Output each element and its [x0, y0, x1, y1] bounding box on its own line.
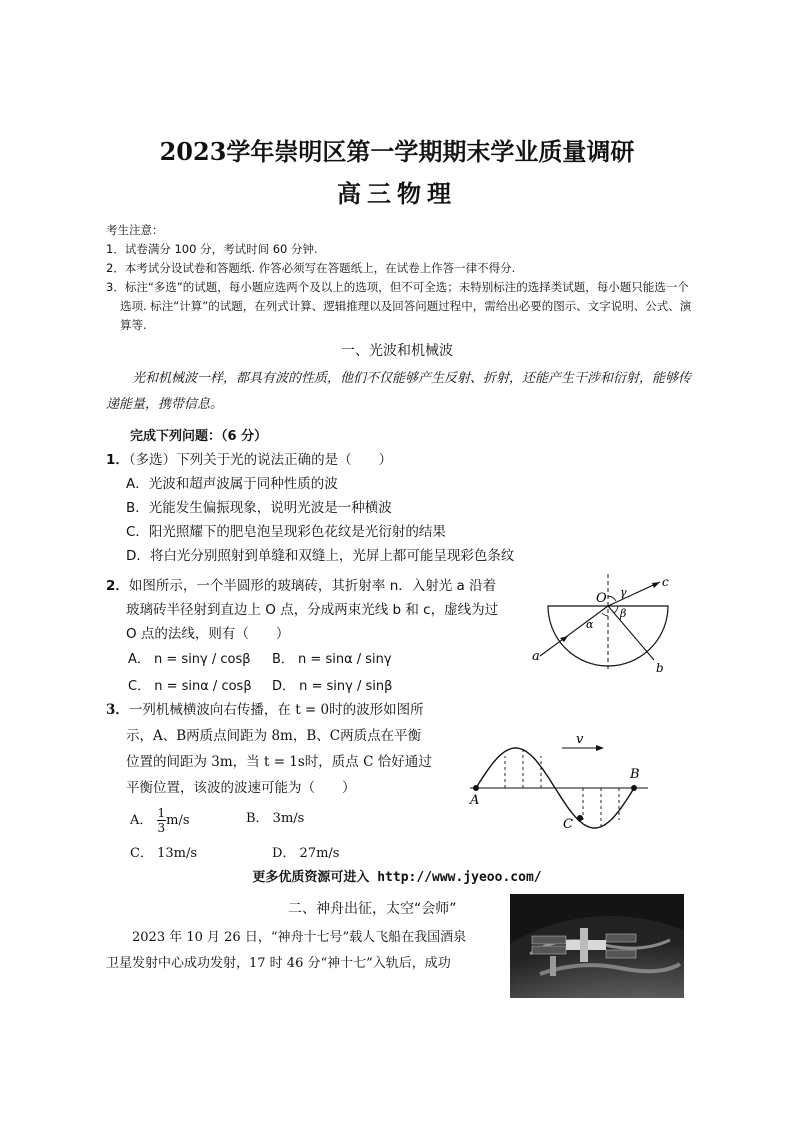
exam-notes: [106, 221, 698, 335]
label-gamma: γ: [620, 586, 627, 599]
label-o: O: [596, 591, 607, 606]
option-c: C． n = sinα / cosβ: [128, 679, 252, 694]
label-a: A: [470, 793, 480, 808]
label-b: B: [630, 767, 640, 782]
option-unit: m/s: [166, 813, 190, 828]
question-number: 1．: [106, 452, 129, 468]
option-b: B． n = sinα / sinγ: [272, 652, 392, 667]
question-line: 平衡位置，该波的波速可能为（ ）: [126, 780, 356, 796]
option-a: [130, 806, 190, 835]
numerator: 1: [157, 806, 166, 820]
question-1: [106, 448, 666, 568]
arrow-icon: [652, 582, 660, 588]
question-3: [106, 697, 446, 801]
incident-ray-a: [540, 606, 608, 656]
refracted-ray-c: [608, 582, 660, 606]
section-2-title: 二、神舟出征，太空“会师”: [288, 901, 457, 917]
section-1-instruction: 完成下列问题：（6 分）: [130, 429, 268, 444]
question-line: 玻璃砖半径射到直边上 O 点，分成两束光线 b 和 c，虚线为过: [126, 602, 499, 618]
arrow-icon: [560, 636, 568, 642]
notes-heading: 考生注意：: [106, 223, 164, 237]
question-line: 一列机械横波向右传播，在 t = 0时的波形如图所: [128, 702, 424, 718]
note-item: 3．标注“多选”的试题，每小题应选两个及以上的选项，但不可全选；未特别标注的选择类试题，每小题只能选一个选项. 标注“计算”的试题，在列式计算、逻辑推理以及回答问题过程中，需给出必要的图示、文字说明、公式、演算等.: [106, 280, 692, 332]
point-a: [473, 785, 479, 791]
question-stem: （多选）下列关于光的说法正确的是（ ）: [128, 452, 393, 468]
subject-title: 高三物理: [337, 179, 457, 208]
reflected-ray-b: [608, 606, 654, 660]
option-d: D． n = sinγ / sinβ: [272, 679, 393, 694]
paragraph-line: 卫星发射中心成功发射，17 时 46 分“神十七”入轨后，成功: [106, 956, 451, 971]
point-b: [631, 785, 637, 791]
section-2-text: [106, 925, 506, 977]
option-b: B．光能发生偏振现象，说明光波是一种横波: [126, 500, 392, 516]
section-1-title: 一、光波和机械波: [341, 343, 453, 359]
label-v: v: [576, 732, 584, 747]
note-item: 1．试卷满分 100 分，考试时间 60 分钟.: [106, 242, 318, 256]
option-b: B． 3m/s: [246, 811, 305, 826]
option-c: C． 13m/s: [130, 846, 197, 861]
option-c: C．阳光照耀下的肥皂泡呈现彩色花纹是光衍射的结果: [126, 524, 446, 540]
wave-figure: [462, 728, 654, 836]
label-a: a: [532, 649, 540, 664]
option-d: D．将白光分别照射到单缝和双缝上，光屏上都可能呈现彩色条纹: [126, 548, 515, 564]
label-alpha: α: [586, 618, 594, 631]
question-line: 位置的间距为 3m，当 t = 1s时，质点 C 恰好通过: [126, 754, 432, 770]
label-beta: β: [620, 607, 627, 620]
option-prefix: A．: [130, 813, 153, 828]
section-1-intro: 光和机械波一样，都具有波的性质，他们不仅能够产生反射、折射，还能产生干涉和衍射，能够传递能量，携带信息。: [106, 371, 692, 412]
exam-title: 2023学年崇明区第一学期期末学业质量调研: [159, 137, 635, 166]
note-item: 2．本考试分设试卷和答题纸. 作答必须写在答题纸上，在试卷上作答一律不得分.: [106, 261, 516, 275]
option-d: D． 27m/s: [272, 846, 340, 861]
fraction: [157, 806, 167, 835]
question-number: 2．: [106, 578, 129, 594]
point-c: [577, 815, 583, 821]
label-c: C: [563, 817, 573, 832]
semicircle-glass: [548, 606, 668, 666]
semicircle-glass-figure: [520, 572, 680, 677]
paragraph-line: 2023 年 10 月 26 日，“神舟十七号”载人飞船在我国酒泉: [132, 930, 467, 945]
denominator: 3: [157, 821, 166, 835]
promo-link-text: 更多优质资源可进入 http://www.jyeoo.com/: [252, 870, 542, 885]
question-line: 示，A、B两质点间距为 8m，B、C两质点在平衡: [126, 728, 422, 744]
question-2: [106, 574, 526, 646]
space-station-photo: [510, 894, 684, 998]
option-a: A． n = sinγ / cosβ: [128, 652, 251, 667]
label-b: b: [656, 661, 664, 675]
arrow-icon: [596, 745, 604, 751]
option-a: A．光波和超声波属于同种性质的波: [126, 476, 338, 492]
question-line: O 点的法线，则有（ ）: [126, 626, 290, 642]
question-line: 如图所示，一个半圆形的玻璃砖，其折射率 n．入射光 a 沿着: [128, 578, 497, 594]
question-number: 3．: [106, 702, 129, 718]
label-c: c: [662, 575, 669, 589]
